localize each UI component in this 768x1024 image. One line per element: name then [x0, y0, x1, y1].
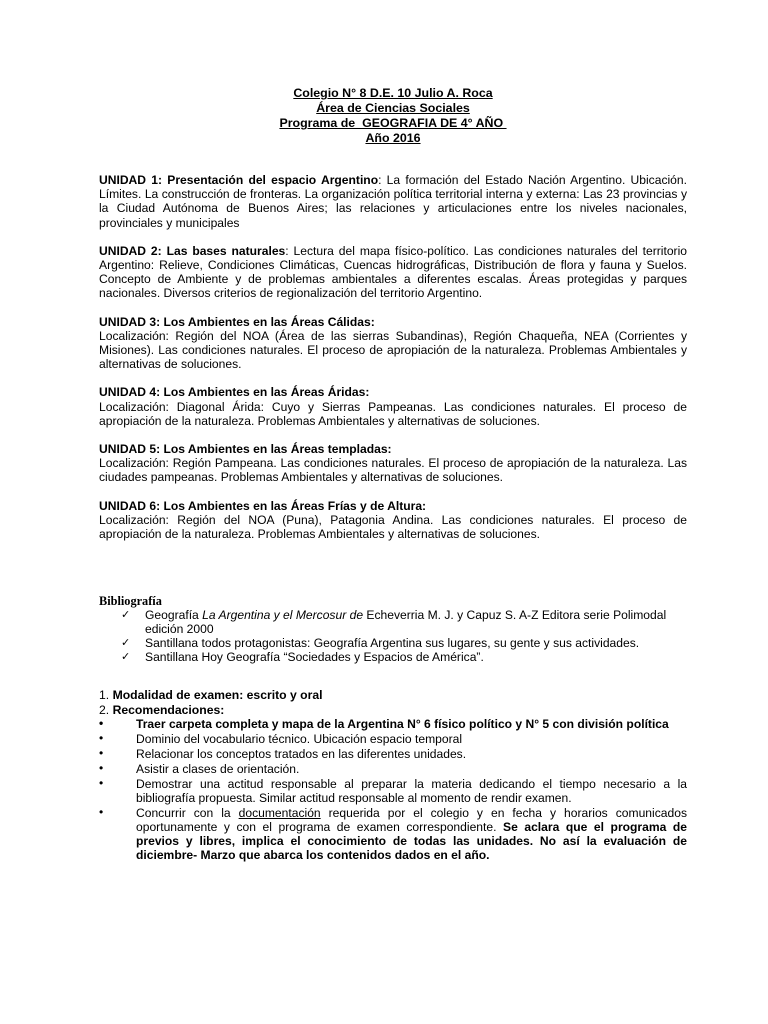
list-number: 2.: [99, 702, 113, 717]
list-item: [99, 747, 687, 761]
bullet-icon: •: [99, 716, 104, 731]
list-item: [99, 717, 687, 731]
exam-modality: [99, 688, 687, 703]
check-icon: ✓: [121, 636, 131, 650]
unit-2-title: UNIDAD 2: Las bases naturales: [99, 243, 286, 258]
bullet-icon: •: [99, 776, 104, 791]
unit-6-body: Localización: Región del NOA (Puna), Patagonia Andina. Las condiciones naturales. El proceso de apropiación de la naturaleza. Problemas Ambientales y alternativas de soluciones.: [99, 512, 687, 542]
list-item: [99, 650, 687, 664]
unit-1-title: UNIDAD 1: Presentación del espacio Argentino: [99, 173, 379, 187]
unit-4: [99, 385, 687, 428]
unit-6-title: UNIDAD 6: Los Ambientes en las Áreas Frías y de Altura:: [99, 498, 427, 513]
list-number: 1.: [99, 688, 113, 703]
recommendation-text: Dominio del vocabulario técnico. Ubicación espacio temporal: [136, 732, 463, 747]
bullet-icon: •: [99, 805, 104, 820]
recommendations-heading: [99, 703, 687, 718]
recommendation-text: Demostrar una actitud responsable al preparar la materia dedicando el tiempo necesario a la bibliografía propuesta. Similar actitud responsable al momento de rendir examen.: [136, 777, 687, 806]
unit-5-title: UNIDAD 5: Los Ambientes en las Áreas templadas:: [99, 442, 392, 457]
bullet-icon: •: [99, 746, 104, 761]
bibliography-title: Bibliografía: [99, 594, 162, 609]
bullet-icon: •: [99, 731, 104, 746]
recommendation-text: Asistir a clases de orientación.: [136, 762, 300, 777]
document-header: [99, 86, 687, 146]
bibliography-list: [99, 608, 687, 664]
check-icon: ✓: [121, 650, 131, 664]
recommendation-text: requerida por el colegio y en fecha y horarios comunicados oportunamente y con el programa de examen correspondiente.: [136, 806, 687, 835]
list-item: [99, 762, 687, 776]
recommendation-text: Relacionar los conceptos tratados en las diferentes unidades.: [136, 747, 467, 762]
document-page: [99, 86, 687, 863]
area-name: Área de Ciencias Sociales: [316, 101, 470, 115]
bib-item-text: Geografía: [145, 608, 203, 623]
documentation-word: documentación: [238, 806, 321, 821]
unit-3-body: Localización: Región del NOA (Área de las sierras Subandinas), Región Chaqueña, NEA (Corrientes y Misiones). Las condiciones naturales. El proceso de apropiación de la naturaleza. Problemas Ambientales y alternativas de soluciones.: [99, 328, 687, 372]
unit-3: [99, 315, 687, 372]
list-item: [99, 636, 687, 650]
unit-6: [99, 499, 687, 542]
unit-2: [99, 244, 687, 301]
bib-item-text: Santillana Hoy Geografía “Sociedades y Espacios de América”.: [145, 650, 484, 665]
unit-3-title: UNIDAD 3: Los Ambientes en las Áreas Cálidas:: [99, 314, 375, 329]
list-item: [99, 608, 687, 636]
school-name: Colegio N° 8 D.E. 10 Julio A. Roca: [293, 86, 493, 100]
unit-5-body: Localización: Región Pampeana. Las condiciones naturales. El proceso de apropiación de la naturaleza. Las ciudades pampeanas. Problemas Ambientales y alternativas de soluciones.: [99, 456, 687, 485]
recommendations-list: [99, 717, 687, 862]
unit-2-body: : Lectura del mapa físico-político. Las condiciones naturales del territorio Argentino: Relieve, Condiciones Climáticas, Cuencas hidrográficas, Distribución de flora y fauna y Suelos. Concepto de Ambiente y de problemas ambientales a diferentes escalas. Áreas protegidas y parques nacionales. Diversos criterios de regionalización del territorio Argentino.: [99, 243, 688, 301]
recommendations-label: Recomendaciones:: [112, 702, 225, 717]
unit-4-body: Localización: Diagonal Árida: Cuyo y Sierras Pampeanas. Las condiciones naturales. El proceso de apropiación de la naturaleza. Problemas Ambientales y alternativas de soluciones.: [99, 399, 687, 428]
recommendation-text: Concurrir con la: [136, 806, 239, 821]
bib-item-text: Santillana todos protagonistas: Geografía Argentina sus lugares, su gente y sus actividades.: [145, 636, 640, 651]
unit-4-title: UNIDAD 4: Los Ambientes en las Áreas Áridas:: [99, 385, 370, 400]
check-icon: ✓: [121, 608, 131, 622]
bib-item-italic: La Argentina y el Mercosur de: [202, 608, 364, 623]
unit-5: [99, 442, 687, 485]
bib-item-text: Echeverria M. J. y Capuz S. A-Z Editora serie Polimodal edición 2000: [145, 608, 667, 637]
recommendation-text: Traer carpeta completa y mapa de la Argentina N° 6 físico político y N° 5 con división política: [136, 717, 669, 732]
recommendation-bold-text: Se aclara que el programa de previos y libres, implica el conocimiento de todas las unidades. No así la evaluación de diciembre- Marzo que abarca los contenidos dados en el año.: [136, 820, 687, 863]
program-year: Año 2016: [365, 131, 421, 145]
program-title: Programa de GEOGRAFIA DE 4° AÑO: [279, 116, 507, 130]
list-item: [99, 806, 687, 862]
unit-1-body: : La formación del Estado Nación Argentino. Ubicación. Límites. La construcción de fronteras. La organización política territorial interna y externa: Las 23 provincias y la Ciudad Autónoma de Buenos Aires; las relaciones y articulaciones entre los niveles nacionales, provinciales y municipales: [99, 173, 687, 230]
exam-modality-label: Modalidad de examen: escrito y oral: [112, 688, 323, 703]
unit-1: [99, 173, 687, 230]
list-item: [99, 777, 687, 805]
bullet-icon: •: [99, 761, 104, 776]
list-item: [99, 732, 687, 746]
